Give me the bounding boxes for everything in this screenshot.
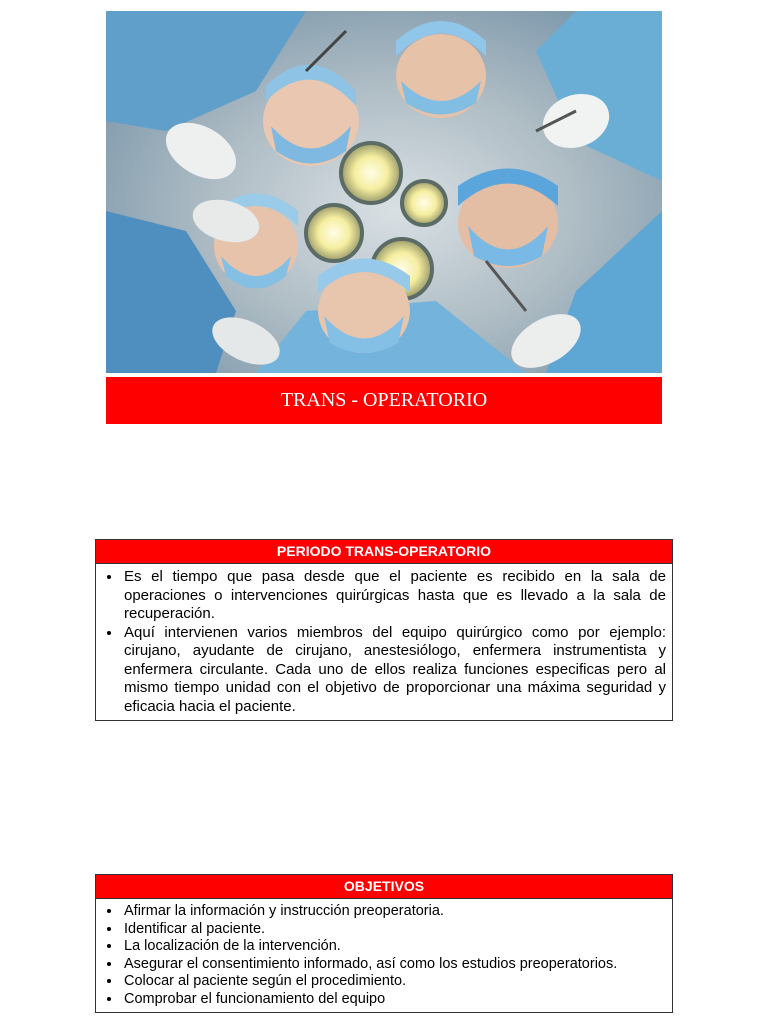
title-banner [106, 377, 662, 424]
periodo-heading: PERIODO TRANS-OPERATORIO [96, 540, 672, 564]
list-item: • Identificar al paciente. [122, 921, 666, 939]
list-item: • Afirmar la información y instrucción preoperatoria. [122, 903, 666, 921]
surgeons-photo [106, 11, 662, 373]
list-item: • La localización de la intervención. [122, 938, 666, 956]
list-item: • Aquí intervienen varios miembros del equipo quirúrgico como por ejemplo: cirujano, ayudante de cirujano, anestesiólogo, enfermera instrumentista y enfermera circulante. Cada uno de ellos realiza funciones especificas pero al mismo tiempo unidad con el objetivo de proporcionar una máxima seguridad y eficacia hacia el paciente. [122, 624, 666, 717]
periodo-list [96, 564, 672, 720]
periodo-section [95, 539, 673, 721]
list-item: • Comprobar el funcionamiento del equipo [122, 991, 666, 1009]
list-item: • Colocar al paciente según el procedimiento. [122, 973, 666, 991]
list-item: • Asegurar el consentimiento informado, así como los estudios preoperatorios. [122, 956, 666, 974]
objetivos-list [96, 899, 672, 1012]
objetivos-section [95, 874, 673, 1013]
objetivos-heading: OBJETIVOS [96, 875, 672, 899]
list-item: • Es el tiempo que pasa desde que el paciente es recibido en la sala de operaciones o intervenciones quirúrgicas hasta que es llevado a la sala de recuperación. [122, 568, 666, 624]
banner-title: TRANS - OPERATORIO [280, 389, 488, 411]
